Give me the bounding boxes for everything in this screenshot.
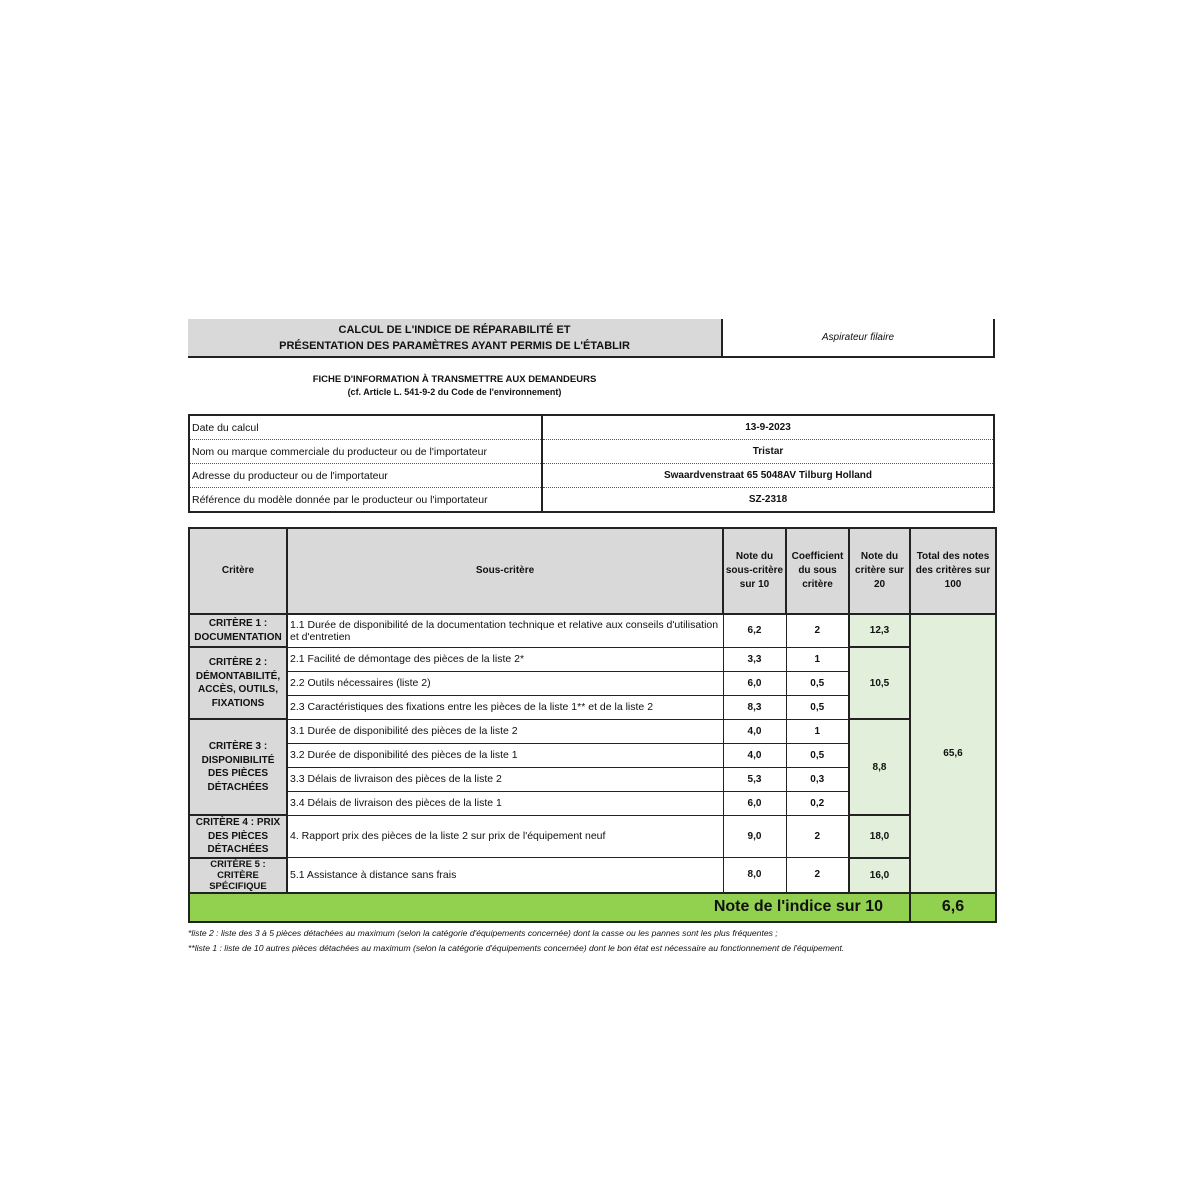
info-row (189, 415, 994, 440)
sub-criterion-coef: 0,5 (786, 743, 849, 767)
info-value: 13-9-2023 (542, 415, 994, 440)
criterion-2-note: 10,5 (849, 647, 910, 719)
criterion-5-label: CRITÈRE 5 : CRITÈRE SPÉCIFIQUE (189, 858, 287, 893)
sub-criterion-note: 8,3 (723, 695, 786, 719)
info-row (189, 440, 994, 464)
info-value: SZ-2318 (542, 488, 994, 513)
sub-criterion-note: 9,0 (723, 815, 786, 858)
sub-criterion-note: 6,2 (723, 614, 786, 647)
sheet-title-line1: CALCUL DE L'INDICE DE RÉPARABILITÉ ET (338, 323, 571, 336)
criterion-3-note: 8,8 (849, 719, 910, 815)
sub-criterion-coef: 1 (786, 647, 849, 671)
sub-criterion-label: 3.3 Délais de livraison des pièces de la liste 2 (287, 767, 723, 791)
final-score-label: Note de l'indice sur 10 (189, 893, 910, 922)
repairability-sheet (188, 319, 995, 956)
sub-criterion-coef: 2 (786, 815, 849, 858)
info-table (188, 414, 995, 513)
criterion-2-label: CRITÈRE 2 : DÉMONTABILITÉ, ACCÈS, OUTILS, FIXATIONS (189, 647, 287, 719)
sub-criterion-note: 3,3 (723, 647, 786, 671)
sub-criterion-label: 3.2 Durée de disponibilité des pièces de la liste 1 (287, 743, 723, 767)
footnote-liste-2: *liste 2 : liste des 3 à 5 pièces détachées au maximum (selon la catégorie d'équipements concernée) dont la casse ou les pannes sont les plus fréquentes ; (188, 927, 778, 938)
header-note-critere: Note du critère sur 20 (849, 528, 910, 614)
sub-criterion-note: 4,0 (723, 719, 786, 743)
sub-criterion-note: 6,0 (723, 671, 786, 695)
table-row (189, 719, 996, 743)
sheet-header (188, 319, 995, 358)
header-coefficient: Coefficient du sous critère (786, 528, 849, 614)
sub-criterion-label: 2.2 Outils nécessaires (liste 2) (287, 671, 723, 695)
info-label: Adresse du producteur ou de l'importateur (189, 464, 542, 488)
fiche-title: FICHE D'INFORMATION À TRANSMETTRE AUX DEMANDEURS (312, 374, 597, 385)
sub-criterion-coef: 0,5 (786, 671, 849, 695)
total-score: 65,6 (910, 614, 996, 893)
sub-criterion-label: 4. Rapport prix des pièces de la liste 2 sur prix de l'équipement neuf (287, 815, 723, 858)
sub-criterion-label: 3.4 Délais de livraison des pièces de la liste 1 (287, 791, 723, 815)
header-sous-critere: Sous-critère (287, 528, 723, 614)
fiche-block (188, 358, 721, 414)
sub-criterion-note: 4,0 (723, 743, 786, 767)
header-note-sous: Note du sous-critère sur 10 (723, 528, 786, 614)
table-row (189, 647, 996, 671)
sub-criterion-note: 6,0 (723, 791, 786, 815)
footnote-liste-1: **liste 1 : liste de 10 autres pièces détachées au maximum (selon la catégorie d'équipements concernée) dont le bon état est nécessaire au fonctionnement de l'équipement. (188, 942, 845, 953)
final-score-value: 6,6 (910, 893, 996, 922)
criterion-4-label: CRITÈRE 4 : PRIX DES PIÈCES DÉTACHÉES (189, 815, 287, 858)
info-label: Référence du modèle donnée par le producteur ou l'importateur (189, 488, 542, 513)
info-value: Swaardvenstraat 65 5048AV Tilburg Holland (542, 464, 994, 488)
sub-criterion-coef: 1 (786, 719, 849, 743)
sub-criterion-note: 8,0 (723, 858, 786, 893)
sub-criterion-coef: 2 (786, 858, 849, 893)
sub-criterion-label: 1.1 Durée de disponibilité de la documentation technique et relative aux conseils d'utilisation et d'entretien (287, 614, 723, 647)
info-label: Date du calcul (189, 415, 542, 440)
criterion-1-label: CRITÈRE 1 : DOCUMENTATION (189, 614, 287, 647)
sub-criterion-coef: 0,5 (786, 695, 849, 719)
sub-criterion-label: 2.3 Caractéristiques des fixations entre les pièces de la liste 1** et de la liste 2 (287, 695, 723, 719)
product-type: Aspirateur filaire (721, 319, 995, 356)
table-row (189, 614, 996, 647)
header-total: Total des notes des critères sur 100 (910, 528, 996, 614)
fiche-subtitle: (cf. Article L. 541-9-2 du Code de l'environnement) (347, 387, 562, 397)
criterion-1-note: 12,3 (849, 614, 910, 647)
sub-criterion-label: 5.1 Assistance à distance sans frais (287, 858, 723, 893)
sub-criterion-note: 5,3 (723, 767, 786, 791)
sub-criterion-coef: 2 (786, 614, 849, 647)
sheet-title-line2: PRÉSENTATION DES PARAMÈTRES AYANT PERMIS DE L'ÉTABLIR (279, 339, 630, 352)
footnotes (188, 926, 995, 956)
sub-criterion-coef: 0,3 (786, 767, 849, 791)
criterion-5-note: 16,0 (849, 858, 910, 893)
sub-criterion-label: 3.1 Durée de disponibilité des pièces de la liste 2 (287, 719, 723, 743)
criteria-header-row (189, 528, 996, 614)
criterion-3-label: CRITÈRE 3 : DISPONIBILITÉ DES PIÈCES DÉTACHÉES (189, 719, 287, 815)
table-row (189, 858, 996, 893)
sheet-title (188, 319, 721, 356)
final-score-row (189, 893, 996, 922)
criterion-4-note: 18,0 (849, 815, 910, 858)
sub-criterion-label: 2.1 Facilité de démontage des pièces de la liste 2* (287, 647, 723, 671)
table-row (189, 815, 996, 858)
sub-criterion-coef: 0,2 (786, 791, 849, 815)
info-label: Nom ou marque commerciale du producteur ou de l'importateur (189, 440, 542, 464)
criteria-table (188, 527, 997, 923)
header-critere: Critère (189, 528, 287, 614)
info-row (189, 464, 994, 488)
info-value: Tristar (542, 440, 994, 464)
info-row (189, 488, 994, 513)
